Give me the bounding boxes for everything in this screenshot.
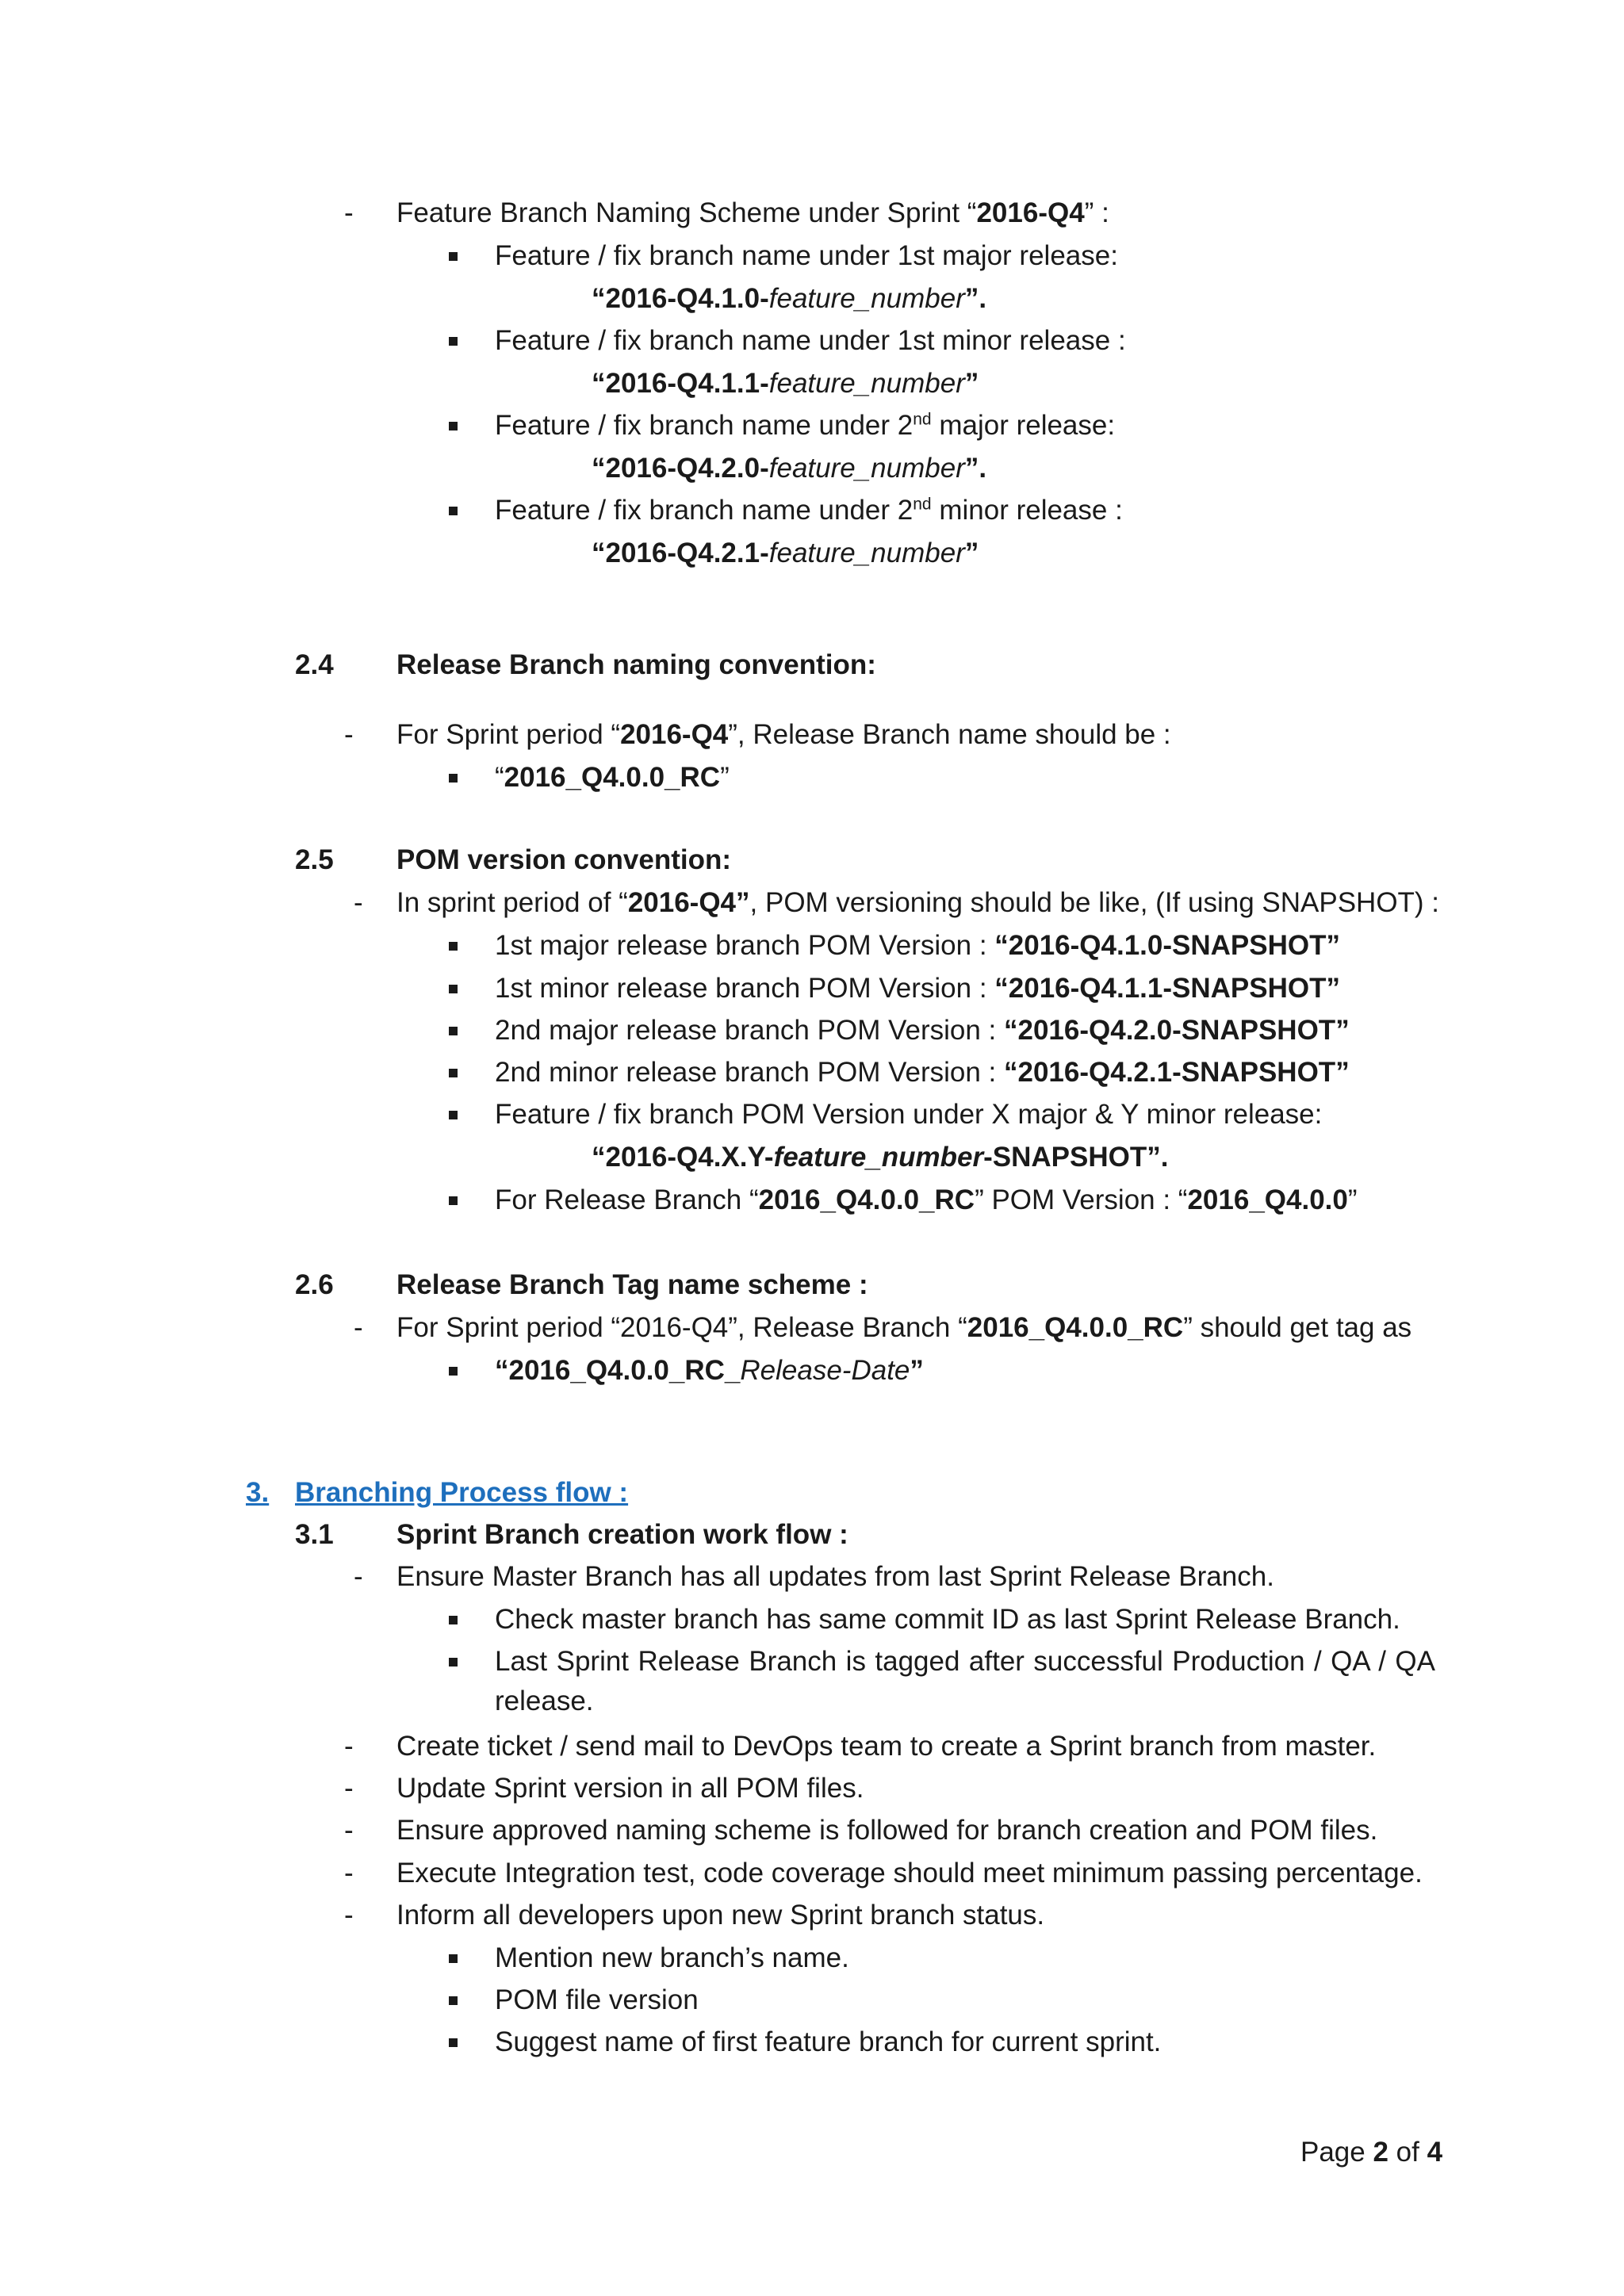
inform-item-3: Suggest name of first feature branch for current sprint.	[495, 2026, 1162, 2057]
page-number-footer: Page 2 of 4	[1300, 2137, 1443, 2168]
square-bullet	[449, 1658, 458, 1667]
square-bullet	[449, 1616, 458, 1624]
pom-feature-code: “2016-Q4.X.Y-feature_number-SNAPSHOT”.	[592, 1142, 1169, 1173]
section-3-title-link[interactable]: Branching Process flow :	[295, 1477, 629, 1508]
section-2-5-number: 2.5	[295, 844, 334, 875]
section-2-6-number: 2.6	[295, 1269, 334, 1300]
square-bullet	[449, 422, 458, 430]
dash-bullet: -	[344, 1900, 354, 1931]
section-2-5-title: POM version convention:	[396, 844, 731, 875]
pom-item-2: 1st minor release branch POM Version : “2016-Q4.1.1-SNAPSHOT”	[495, 973, 1340, 1004]
dash-bullet: -	[344, 1773, 354, 1804]
square-bullet	[449, 1111, 458, 1119]
feature-item-3-code: “2016-Q4.2.0-feature_number”.	[592, 453, 987, 484]
dash-bullet: -	[354, 887, 363, 918]
dash-bullet: -	[344, 719, 354, 750]
feature-item-3: Feature / fix branch name under 2nd major release:	[495, 410, 1116, 441]
pom-item-3: 2nd major release branch POM Version : “2016-Q4.2.0-SNAPSHOT”	[495, 1015, 1350, 1046]
inform-item-1: Mention new branch’s name.	[495, 1942, 849, 1973]
step-4: Execute Integration test, code coverage should meet minimum passing percentage.	[396, 1858, 1423, 1888]
pom-release-item: For Release Branch “2016_Q4.0.0_RC” POM Version : “2016_Q4.0.0”	[495, 1184, 1358, 1215]
step-2: Update Sprint version in all POM files.	[396, 1773, 864, 1804]
square-bullet	[449, 507, 458, 515]
release-branch-line: For Sprint period “2016-Q4”, Release Branch name should be :	[396, 719, 1171, 750]
feature-item-1-code: “2016-Q4.1.0-feature_number”.	[592, 283, 987, 314]
feature-scheme-intro: Feature Branch Naming Scheme under Sprint “2016-Q4” :	[396, 197, 1109, 228]
square-bullet	[449, 2038, 458, 2047]
feature-item-2: Feature / fix branch name under 1st minor release :	[495, 325, 1126, 356]
pom-item-4: 2nd minor release branch POM Version : “2016-Q4.2.1-SNAPSHOT”	[495, 1057, 1350, 1088]
feature-item-4-code: “2016-Q4.2.1-feature_number”	[592, 538, 979, 568]
feature-item-2-code: “2016-Q4.1.1-feature_number”	[592, 368, 979, 399]
section-3-number[interactable]: 3.	[246, 1477, 270, 1508]
dash-bullet: -	[354, 1561, 363, 1592]
square-bullet	[449, 985, 458, 993]
square-bullet	[449, 337, 458, 346]
square-bullet	[449, 1367, 458, 1376]
pom-intro-line: In sprint period of “2016-Q4”, POM versioning should be like, (If using SNAPSHOT) :	[396, 887, 1440, 918]
ensure-item-2: Last Sprint Release Branch is tagged after successful Production / QA / QA release.	[495, 1646, 1435, 1716]
step-5: Inform all developers upon new Sprint branch status.	[396, 1900, 1045, 1931]
section-2-6-title: Release Branch Tag name scheme :	[396, 1269, 868, 1300]
dash-bullet: -	[344, 1731, 354, 1762]
dash-bullet: -	[354, 1312, 363, 1343]
feature-item-4: Feature / fix branch name under 2nd minor release :	[495, 495, 1123, 526]
section-3-1-number: 3.1	[295, 1519, 334, 1550]
square-bullet	[449, 942, 458, 951]
pom-item-1: 1st major release branch POM Version : “2016-Q4.1.0-SNAPSHOT”	[495, 930, 1340, 961]
section-2-4-number: 2.4	[295, 649, 334, 680]
ensure-item-1: Check master branch has same commit ID as last Sprint Release Branch.	[495, 1604, 1400, 1635]
release-branch-name: “2016_Q4.0.0_RC”	[495, 762, 730, 793]
section-2-4-title: Release Branch naming convention:	[396, 649, 876, 680]
step-1: Create ticket / send mail to DevOps team to create a Sprint branch from master.	[396, 1731, 1377, 1762]
square-bullet	[449, 774, 458, 783]
section-3-1-title: Sprint Branch creation work flow :	[396, 1519, 848, 1550]
dash-bullet: -	[344, 1858, 354, 1888]
pom-feature-item: Feature / fix branch POM Version under X major & Y minor release:	[495, 1099, 1323, 1130]
square-bullet	[449, 1196, 458, 1205]
feature-item-1: Feature / fix branch name under 1st major release:	[495, 240, 1118, 271]
tag-intro-line: For Sprint period “2016-Q4”, Release Branch “2016_Q4.0.0_RC” should get tag as	[396, 1312, 1412, 1343]
square-bullet	[449, 252, 458, 261]
square-bullet	[449, 1996, 458, 2005]
step-3: Ensure approved naming scheme is followed for branch creation and POM files.	[396, 1815, 1378, 1846]
dash-bullet: -	[344, 1815, 354, 1846]
ensure-master-line: Ensure Master Branch has all updates from last Sprint Release Branch.	[396, 1561, 1274, 1592]
square-bullet	[449, 1069, 458, 1077]
dash-bullet: -	[344, 197, 354, 228]
square-bullet	[449, 1954, 458, 1963]
square-bullet	[449, 1027, 458, 1035]
tag-name-item: “2016_Q4.0.0_RC_Release-Date”	[495, 1355, 924, 1386]
inform-item-2: POM file version	[495, 1984, 699, 2015]
